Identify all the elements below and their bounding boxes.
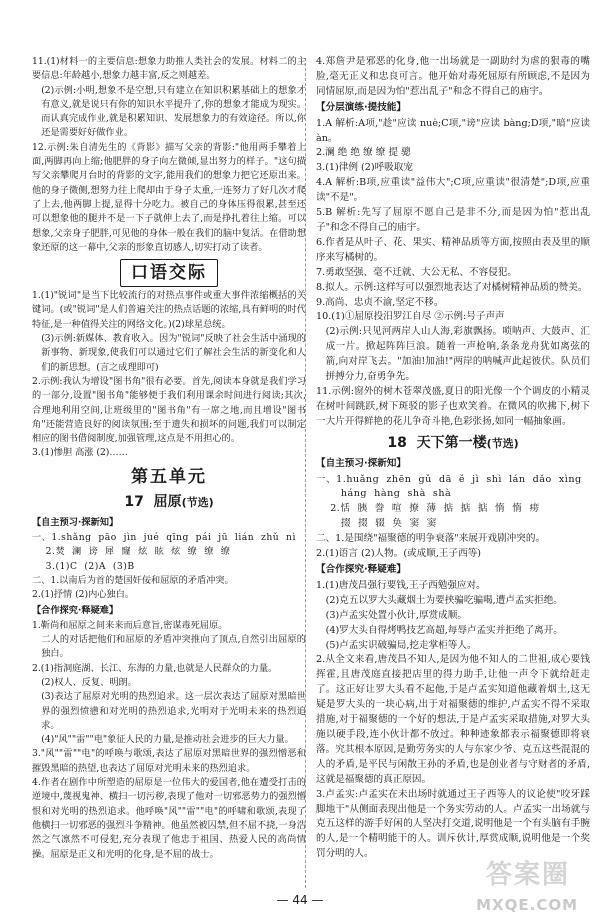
practice-3: 3.(1)律例 (2)呼吸取宠: [316, 162, 413, 174]
explore2-1-1: 1.(1)唐茂昌强行要钱,王子西勉强应对。: [316, 579, 486, 591]
pinyin-row-2b: háng hàng shà shà: [316, 488, 452, 500]
section-preview-2: 【自主预习·探新知】: [316, 457, 406, 469]
answer-11a: 11.(1)材料一的主要信息:想象力助推人类社会的发展。材料二的主要信息:年龄越小,想象力越丰富,反之则越差。: [32, 56, 306, 82]
watermark-url: MXQE.COM: [476, 896, 578, 915]
explore-2-4: (4)"风""雷""电"象征人民的力量,是推动社会进步的巨大力量。: [41, 734, 294, 746]
chars-row-2b: 掇 掇 辍 奂 窦 窦: [316, 518, 437, 530]
oral-2: 2.示例:我认为增设"图书角"很有必要。首先,阅读本身就是我们学习的一部分,设置"图书角"能够便于我们利用课余时间进行阅读;其次,合理地利用空间,让班级里的"图书角"有一席之地,而且增设"图书角"还能营造良好的阅读氛围;至于遗失和损坏的问题,我们可以制定相应的图书借阅制度,加强管理,这点是不用担心的。: [32, 375, 306, 445]
practice-6: 6.作者是从叶子、花、果实、精神品质等方面,按照由表及里的顺序来写橘树的。: [316, 236, 590, 263]
explore2-3: 3.卢孟实:卢孟实在未出场时就通过王子西等人的议论使"咬牙踩脚地干"从侧面表现出他是一个务实劳动的人。卢孟实一出场就与克五这样的游手好闲的人坚决打交道,说明他是一个有头脑有手腕的人,是一个精明能干的人。训斥伙计,厚赏成顺,说明他是一个奖罚分明的人。: [316, 788, 590, 860]
lyric-row: 2.(1)抒情 (2)内心独白。: [32, 589, 135, 601]
practice-10-1: 10.(1)①屈原投汨罗江自尽 ②示例:号子声声: [316, 311, 505, 323]
choice-row: 3.(1)C (2)A (3)B: [32, 560, 135, 572]
lesson-17-title: 17 屈原(节选): [124, 493, 214, 510]
preview2-er-1: 二、1.是围绕"福聚德的明争衰落"来展开戏剧冲突的。: [316, 533, 546, 545]
practice-9: 9.高尚、忠贞不渝,坚定不移。: [316, 296, 444, 308]
unit-title: 第五单元: [131, 466, 207, 487]
practice-11: 11.示例:窗外的树木苍翠茂盛,夏日的阳光像一个个调皮的小精灵在树叶间跳跃,树下斑驳的影子也欢笑着。在微风的吹拂下,树下一大片开得鲜艳的花儿争奇斗艳,色彩张扬,如同一幅抽象画。: [316, 385, 590, 427]
explore-1b: 二人的对话把他们和屈原的矛盾冲突推向了顶点,自然引出屈原的独白。: [41, 634, 306, 660]
column-divider: [305, 58, 306, 888]
watermark: [428, 860, 578, 916]
explore2-1-4: (4)罗大头自得烤鸭技艺高超,每辱卢孟实并拒绝了离开。: [325, 624, 563, 636]
explore2-1-5: (5)卢孟实识破骗局,挖走掌柜等人。: [325, 639, 477, 651]
explore2-1-3: (3)卢孟实处置小伙计,厚赏成顺。: [325, 609, 467, 621]
section-explore: 【合作探究·释疑难】: [32, 604, 119, 616]
explore-2-2: (2)权人、反复、明朗。: [41, 676, 137, 688]
practice-1: 1.A 解析:A项,"趁"应读 nuè;C项,"谤"应读 bàng;D项,"暗"应读 àn。: [316, 117, 590, 144]
preview2-er-2: 2.(1)语言 (2)人物。(或成顺,王子西等): [316, 548, 482, 560]
conflict-row: 二、1.以南后为首的楚国奸佞和屈原的矛盾冲突。: [32, 574, 234, 586]
practice-2: 2.澜 绝 绝 缭 缭 提 骢: [316, 147, 411, 159]
section-explore-2: 【合作探究·释疑难】: [316, 564, 406, 575]
section-practice: 【分层演练·提技能】: [316, 101, 406, 113]
page-number: — 44 —: [276, 893, 324, 907]
explore-4: 4.作者在剧作中所塑造的屈原是一位伟大的爱国者,他在遭受打击的逆境中,蔑视鬼神、横扫一切污秽,表现了他对一切邪恶势力的强烈憎恨和对光明的热烈追求。他呼唤"风""雷""电"的呼啸和歌颂,表现了他横扫一切邪恶的强烈斗争精神。他虽然被囚禁,但不屈不挠,一身浩然之气凛然不可侵犯,充分表现了他忠于祖国、热爱人民的高尚情操。屈原是正义和光明的化身,是不屈的战士。: [32, 777, 306, 860]
pinyin-row-2: 一、1.huǎng zhēn gǔ dā ě jì shì lán dǎo xìng: [316, 473, 582, 485]
chars-row: 2.焚 澜 谤 犀 窿 炫 眩 炫 缭 缭 缭: [32, 546, 231, 558]
explore2-1-2: (2)克五以罗大头藏烟土为要挟骗吃骗喝,遭卢孟实拒绝。: [325, 594, 563, 606]
oral-3: 3.(1)惨胆 高涨 (2)……: [32, 447, 128, 459]
practice-4: 4.A 解析:B项,应重读"益伟大";C项,应重读"很清楚";D项,应重读"不是"。: [316, 177, 590, 204]
right-column: [316, 55, 590, 862]
pinyin-row: 一、1.shǎng pāo jìn jué qīng pái jū lián zhǔ nì: [32, 532, 296, 544]
oral-title: 口语交际: [32, 259, 306, 287]
practice-8: 8.拟人。示例:这样写可以强烈地表达了对橘树精神品质的赞美。: [316, 281, 588, 293]
left-column: [32, 55, 306, 862]
practice-7: 7.勇敢坚强、毫不迁就、大公无私、不容侵犯。: [316, 266, 518, 278]
answer-4: 4.郑詹尹是邪恶的化身,他一出场就是一副助纣为虐的狠毒的嘴脸,毫无正义和忠良可言。他开始对毒死屈原有所顾虑,不是因为同情屈原,而是因为怕"惹出乱子"和念不得自己的庙宇。: [316, 56, 590, 97]
practice-10-2: (2)示例:只见河两岸人山人海,彩旗飘扬。唢呐声、大鼓声、汇成一片。掀起阵阵巨浪。随着一声枪响,条条龙舟犹如离弦的箭,向对岸飞去。"加油!加油!"两岸的呐喊声此起彼伏。队员们拼搏分力,奋勇争先。: [325, 326, 590, 383]
explore-3: 3."风""雷""电"的呼唤与歌颂,表达了屈原对黑暗世界的强烈憎恶和摧毁黑暗的热望,也表达了屈原对光明未来的热烈追求。: [32, 748, 306, 774]
chars-row-2: 2.恬 胰 誊 喧 撩 薄 掂 掂 掂 惰 惰 痨: [316, 503, 540, 515]
section-preview: 【自主预习·探新知】: [32, 516, 119, 528]
explore-2-3: (3)表达了屈原对光明的热烈追求。这一层次表达了屈原对黑暗世界的强烈愤懑和对光明的热烈追求,光明对于光明未来的热烈追求。: [41, 691, 306, 731]
answer-12: 12.示例:朱自清先生的《背影》描写父亲的背影:"他用两手攀着上面,两脚再向上缩;他肥胖的身子向左微倾,显出努力的样子。"这句描写父亲攀爬月台时的背影的文字,能用我们的想象力把它还原出来。他的身子微侧,想努力往上爬却由于身子太重,一连努力了好几次才爬了上去,他两脚上提,显得十分吃力。被自己的身体压得很累,甚至还可以想象他的腿并不是一下子就伸上去了,而是挣扎着往上缩。可以想象,父亲身子肥胖,可见他的身体一般在我们的脑中复活。在借助想象还原的这一幕中,父亲的形象直切感人,切实打动了读者。: [32, 141, 306, 253]
watermark-logo: 答案圈: [485, 860, 570, 890]
explore-2-1: 2.(1)指洞庭湖、长江、东海的力量,也就是人民群众的力量。: [32, 662, 278, 674]
lesson-18-title: 18 天下第一楼(节选): [387, 434, 519, 451]
explore2-2: 2.从全文来看,唐茂昌不知人,是因为他不知人的二世祖,成心要钱挥霍,且唐茂庭直接把店里的得力助手,让他一声令下就给赶走了。这正好让罗大头看不起他,于是卢孟实知道他藏着烟土,这无疑是罗大头的一块心病,出于对福聚德的维护,卢孟实不得不采取措施,对于福聚德的一个好的想法,于是卢孟实采取措施,对罗大头施以硬手段,连小伙计都不放过。种种迹象都表示福聚德即将衰落。究其根本原因,是勤劳务实的人与东家少爷、克五这些混混的人的矛盾,是平民与闲散王孙的矛盾,也是创业者与守财者的矛盾,这就是福聚德的真正原因。: [316, 654, 590, 785]
oral-1: 1.(1)"锐词"是当下比较流行的对热点事件或重大事件浓缩概括的关键词。(或"锐词"是人们普遍关注的热点话题的浓缩,具有鲜明的时代特征,是一种值得关注的网络文化。)(2)球星总统。: [32, 290, 306, 330]
explore-1: 1.靳尚和屈原之间来来而后意旨,密谋毒死屈原。: [32, 619, 228, 631]
practice-5: 5.B 解析:先写了屈原不愿自己是非不分,而是因为怕"惹出乱子"和念不得自己的庙宇。: [316, 207, 590, 233]
answer-11b: (2)示例:小明,想象不是空想,只有建立在知识积累基础上的想象才有意义,就是说只有你的知识水平提升了,你的想象才能成为现实。而认真完成作业,就是积累知识、发展想象力的有效途径。所以,你还是需要好好做作业。: [41, 84, 306, 139]
oral-1-3: (3)示例:新媒体、教育收入。因为"锐词"反映了社会生活中涌现的新事物、新现象,使我们可以通过它们了解社会生活的新变化和人们的新思想。(言之成理即可): [41, 333, 306, 373]
